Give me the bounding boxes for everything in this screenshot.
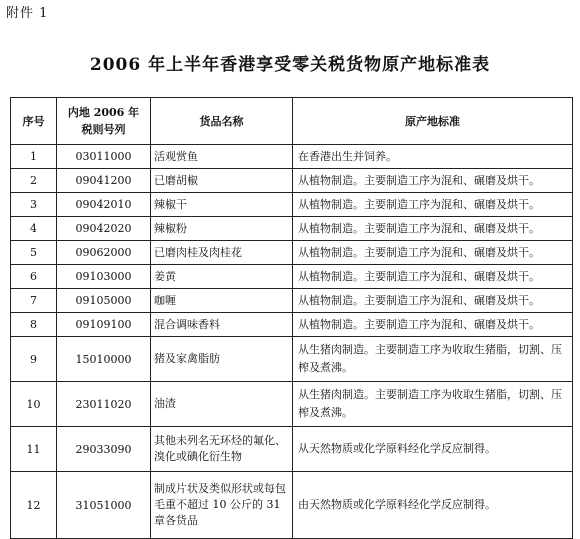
cell-goods-name: 已磨肉桂及肉桂花 <box>151 241 293 265</box>
cell-origin-standard: 从植物制造。主要制造工序为混和、碾磨及烘干。 <box>293 193 573 217</box>
cell-goods-name: 咖喱 <box>151 289 293 313</box>
table-row <box>11 265 573 289</box>
document-title: 2006 年上半年香港享受零关税货物原产地标准表 <box>89 55 491 75</box>
cell-tariff-code: 29033090 <box>57 427 151 472</box>
cell-origin-standard: 从植物制造。主要制造工序为混和、碾磨及烘干。 <box>293 313 573 337</box>
cell-origin-standard: 从植物制造。主要制造工序为混和、碾磨及烘干。 <box>293 169 573 193</box>
cell-seq: 1 <box>11 145 57 169</box>
cell-seq: 9 <box>11 337 57 382</box>
table-row <box>11 427 573 472</box>
cell-origin-standard: 从植物制造。主要制造工序为混和、碾磨及烘干。 <box>293 265 573 289</box>
header-origin-standard: 原产地标准 <box>293 98 573 145</box>
table-row <box>11 169 573 193</box>
cell-seq: 11 <box>11 427 57 472</box>
header-tariff-code-line1: 内地 2006 年 <box>67 106 140 119</box>
cell-goods-name: 活观赏鱼 <box>151 145 293 169</box>
cell-seq: 5 <box>11 241 57 265</box>
table-row <box>11 145 573 169</box>
cell-tariff-code: 09042010 <box>57 193 151 217</box>
header-tariff-code <box>57 98 151 145</box>
cell-goods-name: 已磨胡椒 <box>151 169 293 193</box>
cell-origin-standard: 从植物制造。主要制造工序为混和、碾磨及烘干。 <box>293 241 573 265</box>
cell-seq: 3 <box>11 193 57 217</box>
table-row <box>11 337 573 382</box>
cell-seq: 10 <box>11 382 57 427</box>
cell-seq: 6 <box>11 265 57 289</box>
cell-seq: 7 <box>11 289 57 313</box>
header-tariff-code-line2: 税则号列 <box>81 123 126 136</box>
cell-goods-name: 猪及家禽脂肪 <box>151 337 293 382</box>
cell-seq: 12 <box>11 472 57 539</box>
cell-tariff-code: 09103000 <box>57 265 151 289</box>
cell-origin-standard: 从生猪肉制造。主要制造工序为收取生猪脂，切割、压榨及煮沸。 <box>293 337 573 382</box>
cell-tariff-code: 09042020 <box>57 217 151 241</box>
cell-origin-standard: 从生猪肉制造。主要制造工序为收取生猪脂，切割、压榨及煮沸。 <box>293 382 573 427</box>
origin-standards-table <box>10 97 573 539</box>
cell-tariff-code: 09062000 <box>57 241 151 265</box>
table-row <box>11 472 573 539</box>
cell-goods-name: 制成片状及类似形状或每包毛重不超过 10 公斤的 31 章各货品 <box>151 472 293 539</box>
cell-tariff-code: 31051000 <box>57 472 151 539</box>
cell-seq: 4 <box>11 217 57 241</box>
table-row <box>11 217 573 241</box>
table-row <box>11 241 573 265</box>
cell-origin-standard: 从植物制造。主要制造工序为混和、碾磨及烘干。 <box>293 289 573 313</box>
header-goods-name: 货品名称 <box>151 98 293 145</box>
cell-goods-name: 混合调味香料 <box>151 313 293 337</box>
table-row <box>11 313 573 337</box>
cell-origin-standard: 从植物制造。主要制造工序为混和、碾磨及烘干。 <box>293 217 573 241</box>
cell-origin-standard: 在香港出生并饲养。 <box>293 145 573 169</box>
cell-origin-standard: 从天然物质或化学原料经化学反应制得。 <box>293 427 573 472</box>
cell-goods-name: 辣椒干 <box>151 193 293 217</box>
attachment-label: 附件 1 <box>6 6 49 21</box>
header-seq: 序号 <box>11 98 57 145</box>
table-header-row <box>11 98 573 145</box>
table-row <box>11 289 573 313</box>
table-row <box>11 193 573 217</box>
cell-tariff-code: 09109100 <box>57 313 151 337</box>
cell-tariff-code: 09041200 <box>57 169 151 193</box>
cell-tariff-code: 23011020 <box>57 382 151 427</box>
cell-seq: 8 <box>11 313 57 337</box>
cell-seq: 2 <box>11 169 57 193</box>
cell-tariff-code: 03011000 <box>57 145 151 169</box>
table-row <box>11 382 573 427</box>
cell-goods-name: 油渣 <box>151 382 293 427</box>
cell-goods-name: 姜黄 <box>151 265 293 289</box>
cell-tariff-code: 15010000 <box>57 337 151 382</box>
cell-goods-name: 其他未列名无环烃的氟化、溴化或碘化衍生物 <box>151 427 293 472</box>
cell-origin-standard: 由天然物质或化学原料经化学反应制得。 <box>293 472 573 539</box>
cell-goods-name: 辣椒粉 <box>151 217 293 241</box>
cell-tariff-code: 09105000 <box>57 289 151 313</box>
